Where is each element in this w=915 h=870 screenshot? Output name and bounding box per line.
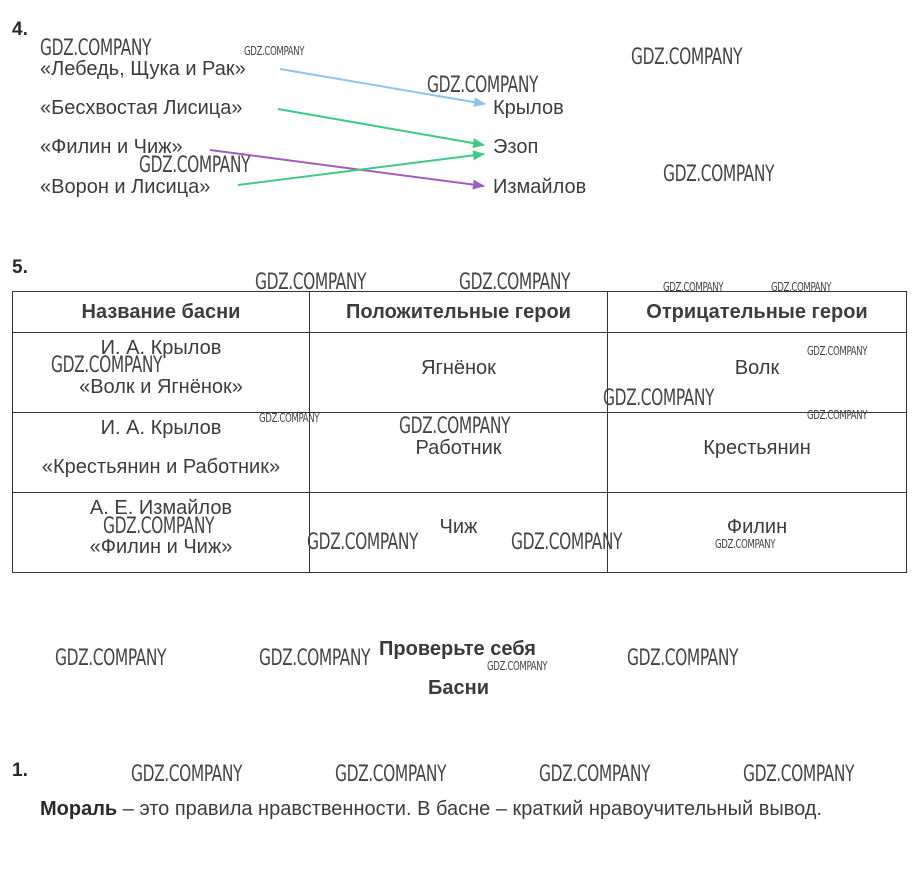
watermark: GDZ.COMPANY: [487, 659, 548, 673]
watermark: GDZ.COMPANY: [627, 646, 739, 671]
negative-hero-cell: [608, 413, 907, 493]
fable-item-4: «Ворон и Лисица»: [40, 176, 211, 198]
author-aesop: Эзоп: [493, 136, 539, 158]
arrow-tailless-fox-to-aesop: [278, 109, 484, 145]
arrow-owl-siskin-to-izmailov: [210, 150, 484, 186]
watermark: GDZ.COMPANY: [539, 762, 651, 787]
watermark: GDZ.COMPANY: [427, 73, 539, 98]
watermark: GDZ.COMPANY: [55, 646, 167, 671]
fable-item-2: «Бесхвостая Лисица»: [40, 97, 243, 119]
watermark: GDZ.COMPANY: [307, 530, 419, 555]
positive-hero-cell: [310, 333, 608, 413]
author-krylov: Крылов: [493, 97, 564, 119]
watermark: GDZ.COMPANY: [259, 646, 371, 671]
watermark: GDZ.COMPANY: [603, 386, 715, 411]
term-morality: Мораль: [40, 798, 118, 820]
watermark: GDZ.COMPANY: [807, 408, 868, 422]
watermark: GDZ.COMPANY: [399, 414, 511, 439]
watermark: GDZ.COMPANY: [259, 411, 320, 425]
task-1-number: 1.: [12, 760, 28, 781]
author-izmailov: Измайлов: [493, 176, 587, 198]
fable-author: А. Е. Измайлов: [89, 497, 233, 519]
fable-author: И. А. Крылов: [100, 417, 222, 439]
section-subheading: Басни: [428, 677, 489, 699]
watermark: GDZ.COMPANY: [631, 45, 743, 70]
positive-hero: Ягнёнок: [421, 357, 496, 379]
header-fable-title: Название басни: [13, 292, 310, 333]
watermark: GDZ.COMPANY: [743, 762, 855, 787]
watermark: GDZ.COMPANY: [40, 36, 152, 61]
watermark: GDZ.COMPANY: [103, 514, 215, 539]
matching-arrows: [0, 0, 915, 230]
negative-hero: Филин: [726, 516, 788, 538]
watermark: GDZ.COMPANY: [663, 280, 724, 294]
morality-definition: [12, 790, 906, 829]
fable-title: «Волк и Ягнёнок»: [79, 376, 243, 398]
negative-hero: Крестьянин: [703, 437, 811, 459]
fable-item-1: «Лебедь, Щука и Рак»: [40, 58, 246, 80]
fable-title: «Крестьянин и Работник»: [41, 456, 281, 478]
watermark: GDZ.COMPANY: [131, 762, 243, 787]
positive-hero: Работник: [415, 437, 502, 459]
watermark: GDZ.COMPANY: [807, 344, 868, 358]
definition-text: – это правила нравственности. В басне – краткий нравоучительный вывод.: [117, 798, 823, 820]
watermark: GDZ.COMPANY: [244, 44, 305, 58]
negative-hero-cell: [608, 493, 907, 573]
watermark: GDZ.COMPANY: [139, 153, 251, 178]
positive-hero: Чиж: [439, 516, 478, 538]
table-header-row: [13, 292, 907, 333]
negative-hero: Волк: [734, 357, 780, 379]
watermark: GDZ.COMPANY: [715, 537, 776, 551]
watermark: GDZ.COMPANY: [511, 530, 623, 555]
task-5-number: 5.: [12, 257, 28, 278]
task-4-number: 4.: [12, 19, 28, 40]
fable-item-3: «Филин и Чиж»: [40, 136, 183, 158]
watermark: GDZ.COMPANY: [51, 353, 163, 378]
watermark: GDZ.COMPANY: [663, 162, 775, 187]
watermark: GDZ.COMPANY: [335, 762, 447, 787]
fable-author: И. А. Крылов: [100, 337, 222, 359]
watermark: GDZ.COMPANY: [459, 270, 571, 295]
fable-title: «Филин и Чиж»: [89, 536, 233, 558]
watermark: GDZ.COMPANY: [255, 270, 367, 295]
header-positive-heroes: Положительные герои: [310, 292, 608, 333]
watermark: GDZ.COMPANY: [771, 280, 832, 294]
section-heading: Проверьте себя: [379, 638, 536, 660]
header-negative-heroes: Отрицательные герои: [608, 292, 907, 333]
